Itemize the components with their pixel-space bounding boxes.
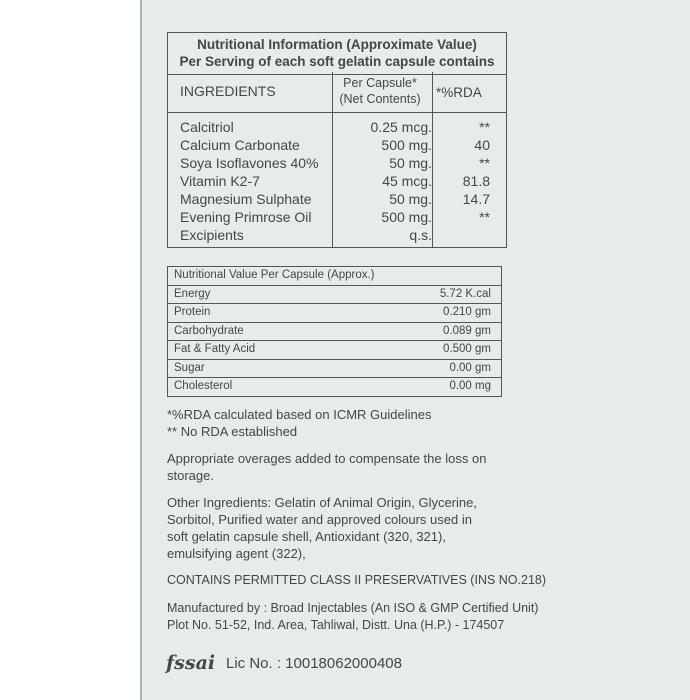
nutrition-label: Protein [174,306,211,318]
nutrition-row [168,378,501,396]
ingredient-name: Soya Isoflavones 40% [180,155,319,171]
ingredient-rda: 14.7 [462,191,490,207]
header-per-capsule [336,75,424,107]
title-line-2: Per Serving of each soft gelatin capsule contains [179,54,495,69]
nutrition-table-title [168,267,501,286]
ingredient-rda: ** [479,209,490,225]
ingredient-amount: 500 mg. [381,137,432,153]
other-ingredients [167,494,507,562]
ingredient-amount: q.s. [409,227,432,243]
nutrition-value: 0.089 gm [443,324,491,337]
ingredient-amount: 50 mg. [389,191,432,207]
nutrition-value: 0.500 gm [443,343,491,355]
overages-note [167,450,507,484]
header-per-capsule-line2: (Net Contents) [339,92,421,106]
ingredient-row [168,118,506,136]
nutrition-value: 0.00 mg [449,380,491,392]
preservatives-statement: CONTAINS PERMITTED CLASS II PRESERVATIVES (INS NO.218) [167,573,547,587]
manufacturer-line: Plot No. 51-52, Ind. Area, Tahliwal, Distt. Una (H.P.) - 174507 [167,618,505,632]
overages-line: Appropriate overages added to compensate the loss on [167,451,487,466]
ingredient-name: Evening Primrose Oil [180,209,312,225]
ingredient-rda: ** [479,119,490,135]
nutrition-label: Cholesterol [174,380,233,392]
nutrition-label: Sugar [174,361,205,374]
ingredient-amount: 500 mg. [381,209,432,225]
other-ingredients-line: Sorbitol, Purified water and approved colours used in [167,512,472,527]
nutrition-row [168,341,501,360]
ingredient-name: Calcitriol [180,119,234,135]
ingredient-row [168,172,506,190]
ingredient-row [168,154,506,172]
other-ingredients-line: emulsifying agent (322), [167,546,306,561]
ingredient-amount: 0.25 mcg. [370,119,432,135]
ingredient-rda: ** [479,155,490,171]
nutrition-row [168,286,501,305]
header-per-capsule-line1: Per Capsule* [343,76,417,90]
nutrition-value: 5.72 K.cal [439,287,491,300]
rda-notes [167,406,507,440]
no-rda-note: ** No RDA established [167,424,298,439]
ingredient-row [168,226,506,244]
ingredients-table [167,32,507,248]
manufacturer-info [167,600,587,634]
ingredients-table-title [168,33,506,75]
fssai-logo: fssai [166,652,216,674]
ingredient-name: Magnesium Sulphate [180,191,312,207]
other-ingredients-line: soft gelatin capsule shell, Antioxidant (320, 321), [167,529,446,544]
nutrition-row [168,304,501,323]
nutrition-value: 0.00 gm [449,361,491,374]
nutrition-row [168,323,501,342]
manufacturer-line: Manufactured by : Broad Injectables (An ISO & GMP Certified Unit) [167,601,539,615]
overages-line: storage. [167,468,214,483]
rda-note: *%RDA calculated based on ICMR Guidelines [167,407,432,422]
nutrition-row [168,360,501,379]
ingredient-row [168,208,506,226]
nutrition-title-text: Nutritional Value Per Capsule (Approx.) [174,269,375,281]
nutrition-label: Fat & Fatty Acid [174,343,256,355]
license-number: Lic No. : 10018062000408 [226,655,402,672]
nutrition-table [167,266,502,397]
title-line-1: Nutritional Information (Approximate Value) [197,37,477,52]
ingredient-row [168,190,506,208]
ingredient-name: Excipients [180,227,244,243]
ingredient-name: Vitamin K2-7 [180,173,260,189]
ingredient-rda: 40 [474,137,490,153]
ingredient-amount: 45 mcg. [382,173,432,189]
ingredient-name: Calcium Carbonate [180,137,300,153]
header-divider [168,112,506,113]
ingredient-row [168,136,506,154]
other-ingredients-line: Other Ingredients: Gelatin of Animal Origin, Glycerine, [167,495,477,510]
nutrition-value: 0.210 gm [443,306,491,318]
nutrition-label: Energy [174,287,211,300]
header-rda: *%RDA [436,85,482,100]
nutrition-label: Carbohydrate [174,324,244,337]
header-ingredients: INGREDIENTS [180,83,276,99]
ingredient-rda: 81.8 [462,173,490,189]
ingredient-amount: 50 mg. [389,155,432,171]
